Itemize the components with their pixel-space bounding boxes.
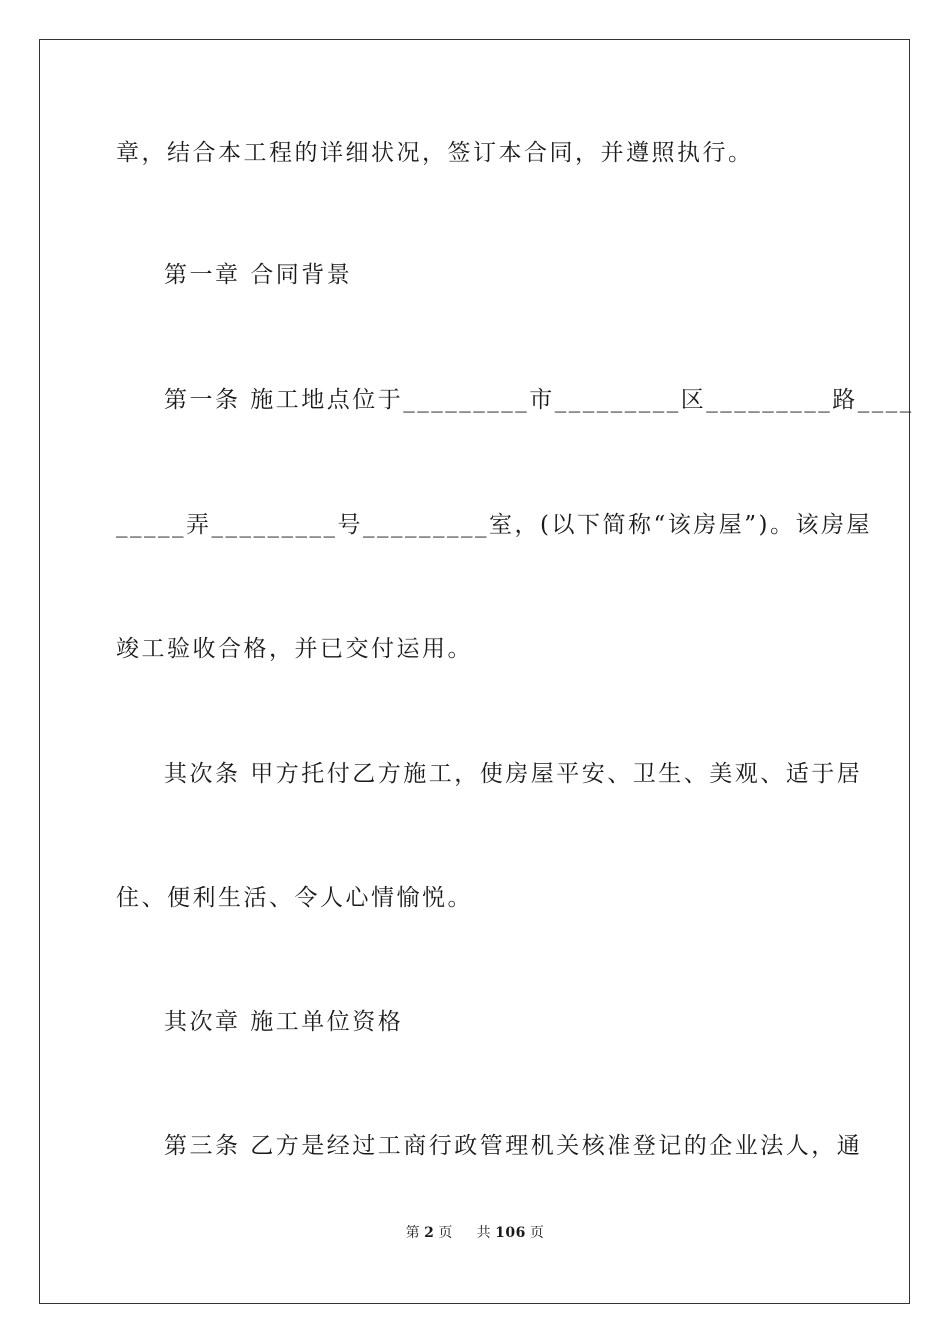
page-suffix: 页 bbox=[438, 1225, 453, 1241]
total-suffix: 页 bbox=[529, 1225, 545, 1241]
page-number: 2 bbox=[424, 1225, 435, 1241]
paragraph-line-6: 其次条 甲方托付乙方施工，使房屋平安、卫生、美观、适于居 bbox=[164, 761, 863, 787]
chapter-heading-1: 第一章 合同背景 bbox=[164, 262, 353, 288]
paragraph-line-4: _____弄_________号_________室，(以下简称“该房屋”)。该房屋 bbox=[116, 512, 872, 538]
paragraph-line-5: 竣工验收合格，并已交付运用。 bbox=[116, 636, 473, 662]
page-footer bbox=[0, 1222, 950, 1242]
paragraph-line-7: 住、便利生活、令人心情愉悦。 bbox=[116, 885, 473, 911]
page-border bbox=[39, 39, 910, 1304]
paragraph-line-9: 第三条 乙方是经过工商行政管理机关核准登记的企业法人，通 bbox=[164, 1133, 863, 1159]
paragraph-line-1: 章，结合本工程的详细状况，签订本合同，并遵照执行。 bbox=[116, 140, 754, 166]
chapter-heading-2: 其次章 施工单位资格 bbox=[164, 1009, 404, 1035]
page-prefix: 第 bbox=[405, 1225, 421, 1241]
total-pages: 106 bbox=[495, 1225, 526, 1241]
paragraph-line-3: 第一条 施工地点位于_________市_________区_________路____ bbox=[164, 387, 914, 413]
total-prefix: 共 bbox=[476, 1225, 492, 1241]
